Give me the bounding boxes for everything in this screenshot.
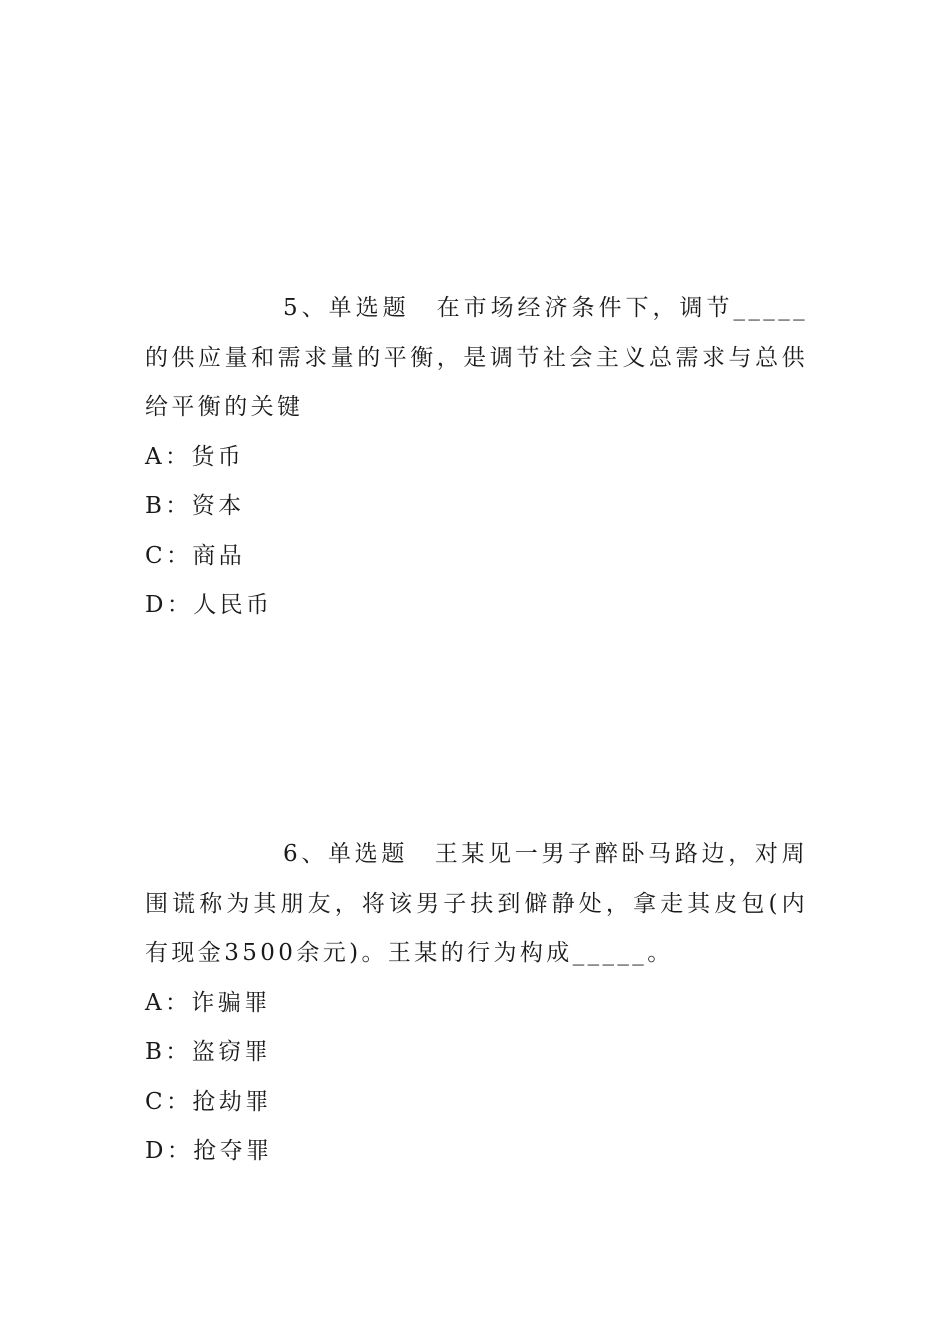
option-a: A：货币 xyxy=(145,443,245,470)
question-stem: 5、单选题 在市场经济条件下，调节_____的供应量和需求量的平衡，是调节社会主义总需求与总供给平衡的关键 xyxy=(145,295,808,420)
option-c: C：商品 xyxy=(145,542,246,569)
option-list xyxy=(145,979,808,1177)
option-b: B：资本 xyxy=(145,493,245,519)
option-a: A：诈骗罪 xyxy=(145,989,271,1016)
option-d: D：人民币 xyxy=(145,592,273,618)
option-d: D：抢夺罪 xyxy=(145,1138,273,1164)
question-6 xyxy=(145,830,808,1177)
option-b: B：盗窃罪 xyxy=(145,1039,271,1065)
question-stem: 6、单选题 王某见一男子醉卧马路边，对周围谎称为其朋友，将该男子扶到僻静处，拿走其皮包(内有现金3500余元)。王某的行为构成_____。 xyxy=(145,841,808,966)
option-list xyxy=(145,433,808,631)
question-5 xyxy=(145,284,808,631)
option-c: C：抢劫罪 xyxy=(145,1088,272,1115)
